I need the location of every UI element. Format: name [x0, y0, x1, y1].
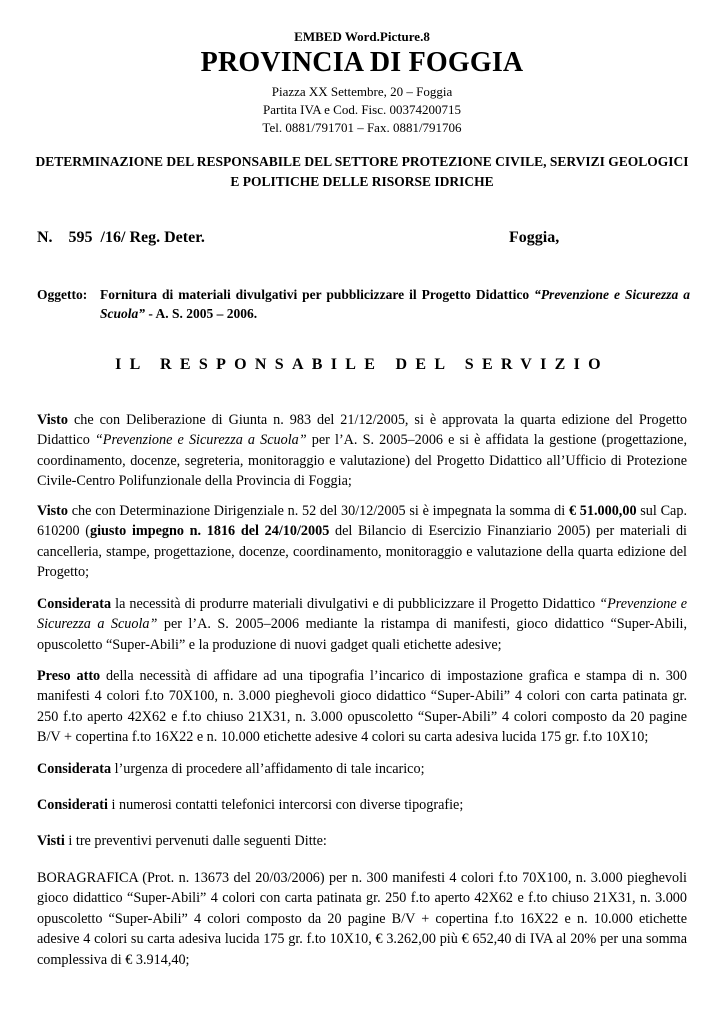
- paragraph-text: BORAGRAFICA (Prot. n. 13673 del 20/03/2006) per n. 300 manifesti 4 colori f.to 70X100, n. 3.000 pieghevoli gioco didattico “Super-Abili” 4 colori con carta patinata gr. 250 f.to aperto 42X62 e f.to chiuso 21X31, n. 3.000 opuscoletto “Super-Abili” 4 colori composto da 20 pagine B/V + copertina f.to 16X22 e n. 10.000 etichette adesive 4 colori su carta adesiva lucida 175 gr. f.to 10X10, € 3.262,00 più € 652,40 di IVA al 20% per una somma complessiva di € 3.914,40;: [37, 870, 687, 968]
- paragraph-lead: Visto: [37, 503, 69, 519]
- paragraph-visto-1: [37, 410, 687, 492]
- determination-title: DETERMINAZIONE DEL RESPONSABILE DEL SETTORE PROTEZIONE CIVILE, SERVIZI GEOLOGICI E POLITICHE DELLE RISORSE IDRICHE: [35, 154, 689, 189]
- paragraph-considerati: [37, 795, 687, 815]
- paragraph-lead: Preso atto: [37, 668, 101, 684]
- subject-label: Oggetto:: [37, 287, 88, 302]
- paragraph-text: i tre preventivi pervenuti dalle seguenti Ditte:: [64, 833, 327, 849]
- paragraph-visto-2: [37, 501, 687, 583]
- paragraph-text: l’urgenza di procedere all’affidamento di tale incarico;: [111, 761, 425, 777]
- subject-text-b: - A. S. 2005 – 2006.: [145, 306, 258, 321]
- paragraph-lead: Considerati: [37, 797, 108, 813]
- phone-line: Tel. 0881/791701 – Fax. 0881/791706: [262, 120, 462, 135]
- register-number: N. 595 /16/ Reg. Deter.: [37, 229, 205, 246]
- paragraph-lead: Considerata: [37, 596, 112, 612]
- paragraph-text: della necessità di affidare ad una tipografia l’incarico di impostazione grafica e stampa di n. 300 manifesti 4 colori f.to 70X100, n. 3.000 pieghevoli gioco didattico “Super-Abili” 4 colori con carta patinata gr. 250 f.to aperto 42X62 e f.to chiuso 21X31, n. 3.000 opuscoletto “Super-Abili” 4 colori composto da 20 pagine B/V + copertina f.to 16X22 e n. 10.000 etichette adesive 4 colori su carta adesiva lucida 175 gr. f.to 10X10;: [37, 668, 687, 746]
- embed-field: EMBED Word.Picture.8: [294, 29, 430, 44]
- city-date: Foggia,: [509, 229, 560, 246]
- address-line: Piazza XX Settembre, 20 – Foggia: [271, 84, 453, 99]
- subject-text-a: Fornitura di materiali divulgativi per pubblicizzare il Progetto Didattico: [100, 287, 535, 302]
- paragraph-text: del Bilancio di Esercizio Finanziario 2005) per materiali di cancelleria, stampe, progettazione, docenze, coordinamento, monitoraggio e valutazione della quarta edizione del Progetto;: [37, 523, 687, 581]
- paragraph-visti: [37, 831, 687, 851]
- paragraph-considerata-2: [37, 759, 687, 779]
- paragraph-text: sul Cap. 610200 (: [37, 503, 687, 540]
- project-name: “Prevenzione e Sicurezza a Scuola”: [37, 596, 688, 633]
- paragraph-text: che con Deliberazione di Giunta n. 983 del 21/12/2005, si è approvata la quarta edizione del Progetto Didattico: [37, 412, 687, 449]
- paragraph-lead: Visti: [37, 833, 65, 849]
- paragraph-text: che con Determinazione Dirigenziale n. 52 del 30/12/2005 si è impegnata la somma di: [68, 503, 569, 519]
- project-name: “Prevenzione e Sicurezza a Scuola”: [94, 432, 307, 449]
- impegno-reference: giusto impegno n. 1816 del 24/10/2005: [89, 523, 330, 540]
- amount: € 51.000,00: [568, 503, 637, 519]
- paragraph-text: per l’A. S. 2005–2006 e si è affidata la gestione (progettazione, coordinamento, docenze, segreteria, monitoraggio e valutazione) del Progetto Didattico all’Ufficio di Protezione Civile-Centro Polifunzionale della Provincia di Foggia;: [37, 432, 687, 490]
- subject-project-name: “Prevenzione e Sicurezza a Scuola”: [100, 287, 690, 321]
- vat-line: Partita IVA e Cod. Fisc. 00374200715: [262, 102, 461, 117]
- paragraph-text: la necessità di produrre materiali divulgativi e di pubblicizzare il Progetto Didattico: [111, 596, 600, 612]
- section-heading: IL RESPONSABILE DEL SERVIZIO: [115, 356, 609, 373]
- paragraph-considerata-1: [37, 594, 687, 655]
- paragraph-text: per l’A. S. 2005–2006 mediante la ristampa di manifesti, gioco didattico “Super-Abili, opuscoletto “Super-Abili” e la produzione di nuovi gadget quali etichette adesive;: [37, 616, 687, 653]
- page-title: PROVINCIA DI FOGGIA: [200, 47, 524, 78]
- paragraph-lead: Visto: [37, 412, 69, 428]
- paragraph-lead: Considerata: [37, 761, 112, 777]
- subject-block: [37, 285, 690, 323]
- paragraph-boragrafica: [37, 868, 687, 970]
- subject-text: [100, 285, 690, 323]
- paragraph-text: i numerosi contatti telefonici intercorsi con diverse tipografie;: [107, 797, 464, 813]
- paragraph-preso-atto: [37, 666, 687, 748]
